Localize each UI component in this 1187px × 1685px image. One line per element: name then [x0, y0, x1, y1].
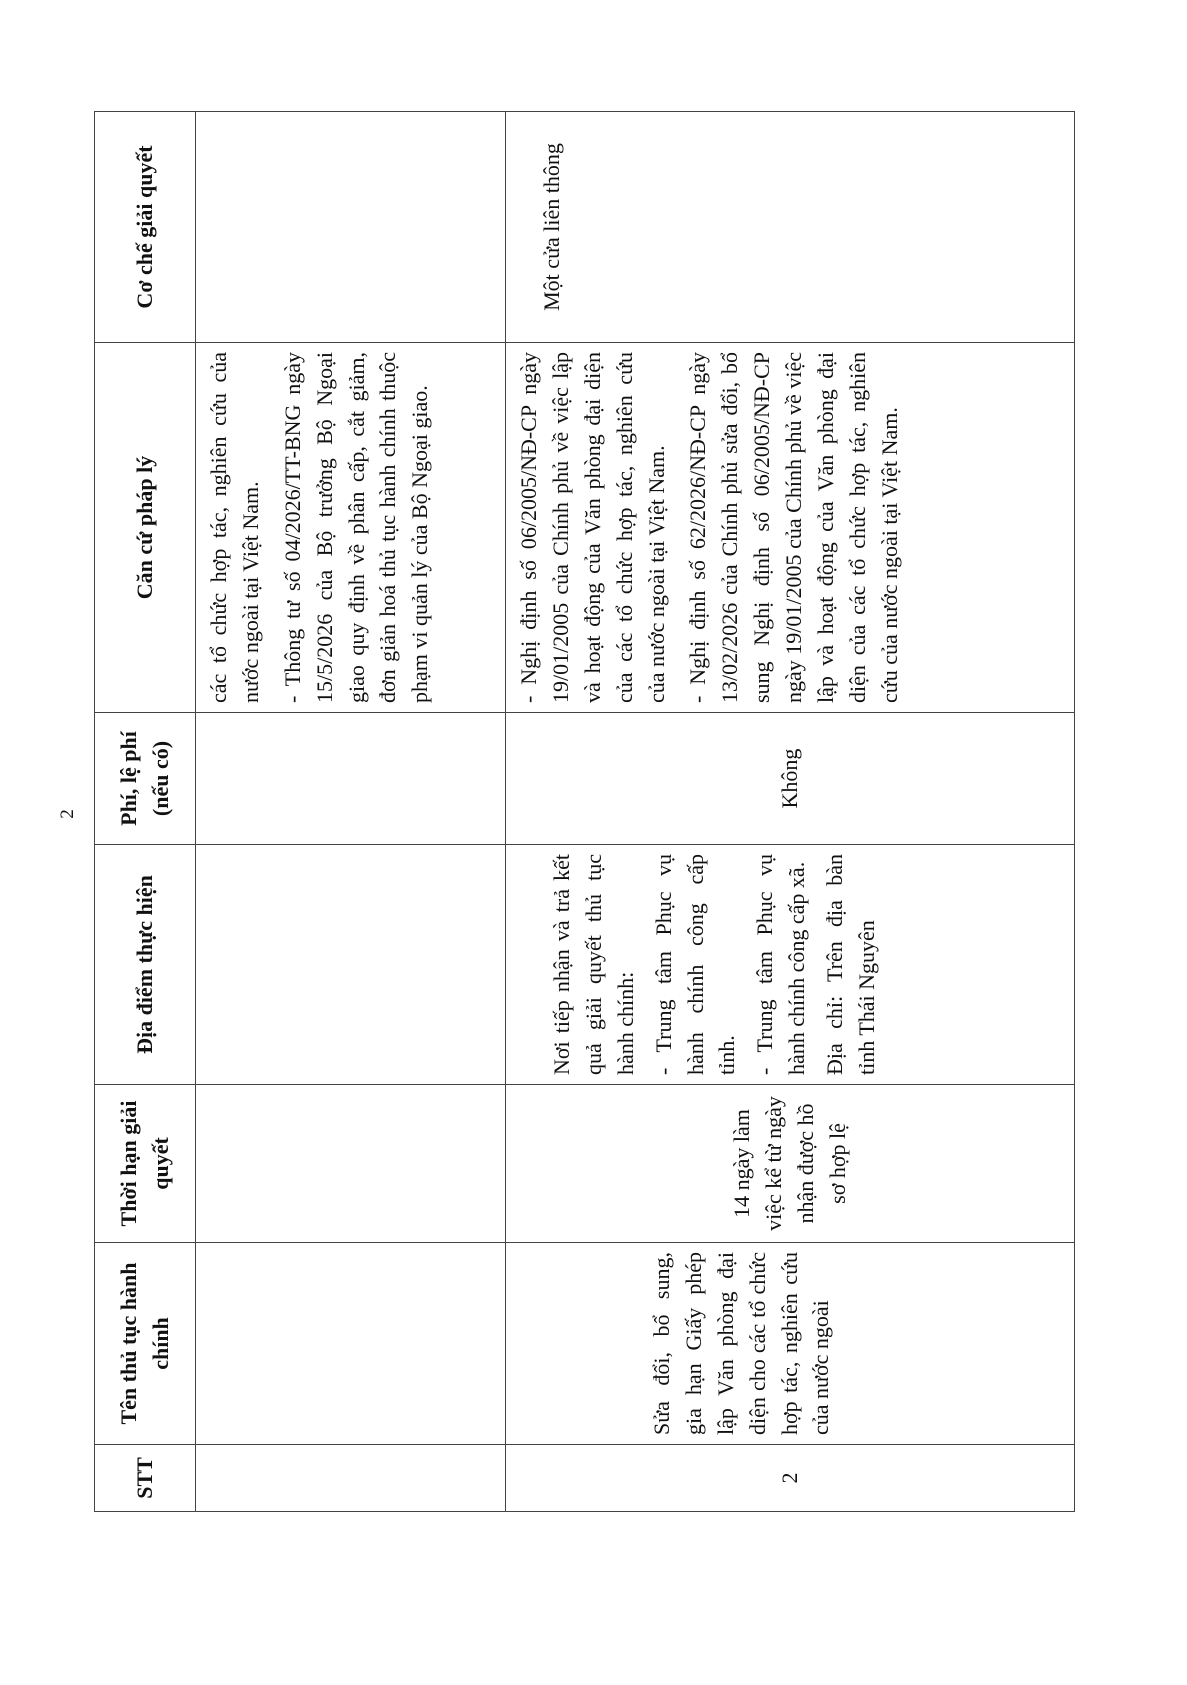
table-row-2 [506, 112, 1075, 1512]
header-time: Thời hạn giải quyết [95, 1085, 196, 1243]
cell-fee: Không [506, 713, 1075, 845]
header-legal: Căn cứ pháp lý [95, 343, 196, 713]
place-line-1: Nơi tiếp nhận và trả kết quả giải quyết thủ tục hành chính: [549, 854, 638, 1075]
header-fee: Phí, lệ phí (nếu có) [95, 713, 196, 845]
cell-mechanism-empty [196, 112, 506, 343]
cell-stt-empty [196, 1445, 506, 1512]
legal-continuation-line-1: các tổ chức hợp tác, nghiên cứu của nước ngoài tại Việt Nam. [206, 352, 263, 703]
header-name: Tên thủ tục hành chính [95, 1243, 196, 1445]
header-row [95, 112, 196, 1512]
cell-procedure-name: Sửa đổi, bổ sung, gia hạn Giấy phép lập Văn phòng đại diện cho các tổ chức hợp tác, nghiên cứu của nước ngoài [506, 1243, 1075, 1445]
place-line-3: - Trung tâm Phục vụ hành chính công cấp xã. [752, 854, 810, 1075]
cell-fee-empty [196, 713, 506, 845]
cell-time-empty [196, 1085, 506, 1243]
cell-legal-basis [506, 343, 1075, 713]
legal-line-1: - Nghị định số 06/2005/NĐ-CP ngày 19/01/2005 của Chính phủ về việc lập và hoạt động của Văn phòng đại diện của các tổ chức hợp tác, nghiên cứu của nước ngoài tại Việt Nam. [516, 352, 669, 703]
page-number: 2 [57, 809, 78, 819]
cell-legal-continuation [196, 343, 506, 713]
cell-place [506, 845, 1075, 1085]
cell-time-limit: 14 ngày làm việc kể từ ngày nhận được hồ sơ hợp lệ [506, 1085, 1075, 1243]
table-row-continuation [196, 112, 506, 1512]
header-stt: STT [95, 1445, 196, 1512]
legal-line-2: - Nghị định số 62/2026/NĐ-CP ngày 13/02/2026 của Chính phủ sửa đổi, bổ sung Nghị định số 06/2005/NĐ-CP ngày 19/01/2005 của Chính phủ về việc lập và hoạt động của Văn phòng đại diện của các tổ chức hợp tác, nghiên cứu của nước ngoài tại Việt Nam. [685, 352, 902, 703]
cell-stt: 2 [506, 1445, 1075, 1512]
cell-place-empty [196, 845, 506, 1085]
procedure-table [94, 111, 1075, 1512]
header-place: Địa điểm thực hiện [95, 845, 196, 1085]
cell-name-empty [196, 1243, 506, 1445]
cell-mechanism: Một cửa liên thông [506, 112, 1075, 343]
rotated-table-wrapper [94, 112, 1059, 1512]
place-line-2: - Trung tâm Phục vụ hành chính công cấp tỉnh. [650, 854, 740, 1075]
header-mechanism: Cơ chế giải quyết [95, 112, 196, 343]
legal-continuation-line-2: - Thông tư số 04/2026/TT-BNG ngày 15/5/2026 của Bộ trưởng Bộ Ngoại giao quy định về phân cấp, cắt giảm, đơn giản hoá thủ tục hành chính thuộc phạm vi quản lý của Bộ Ngoại giao. [279, 352, 433, 703]
place-line-4: Địa chỉ: Trên địa bàn tỉnh Thái Nguyên [822, 854, 880, 1075]
